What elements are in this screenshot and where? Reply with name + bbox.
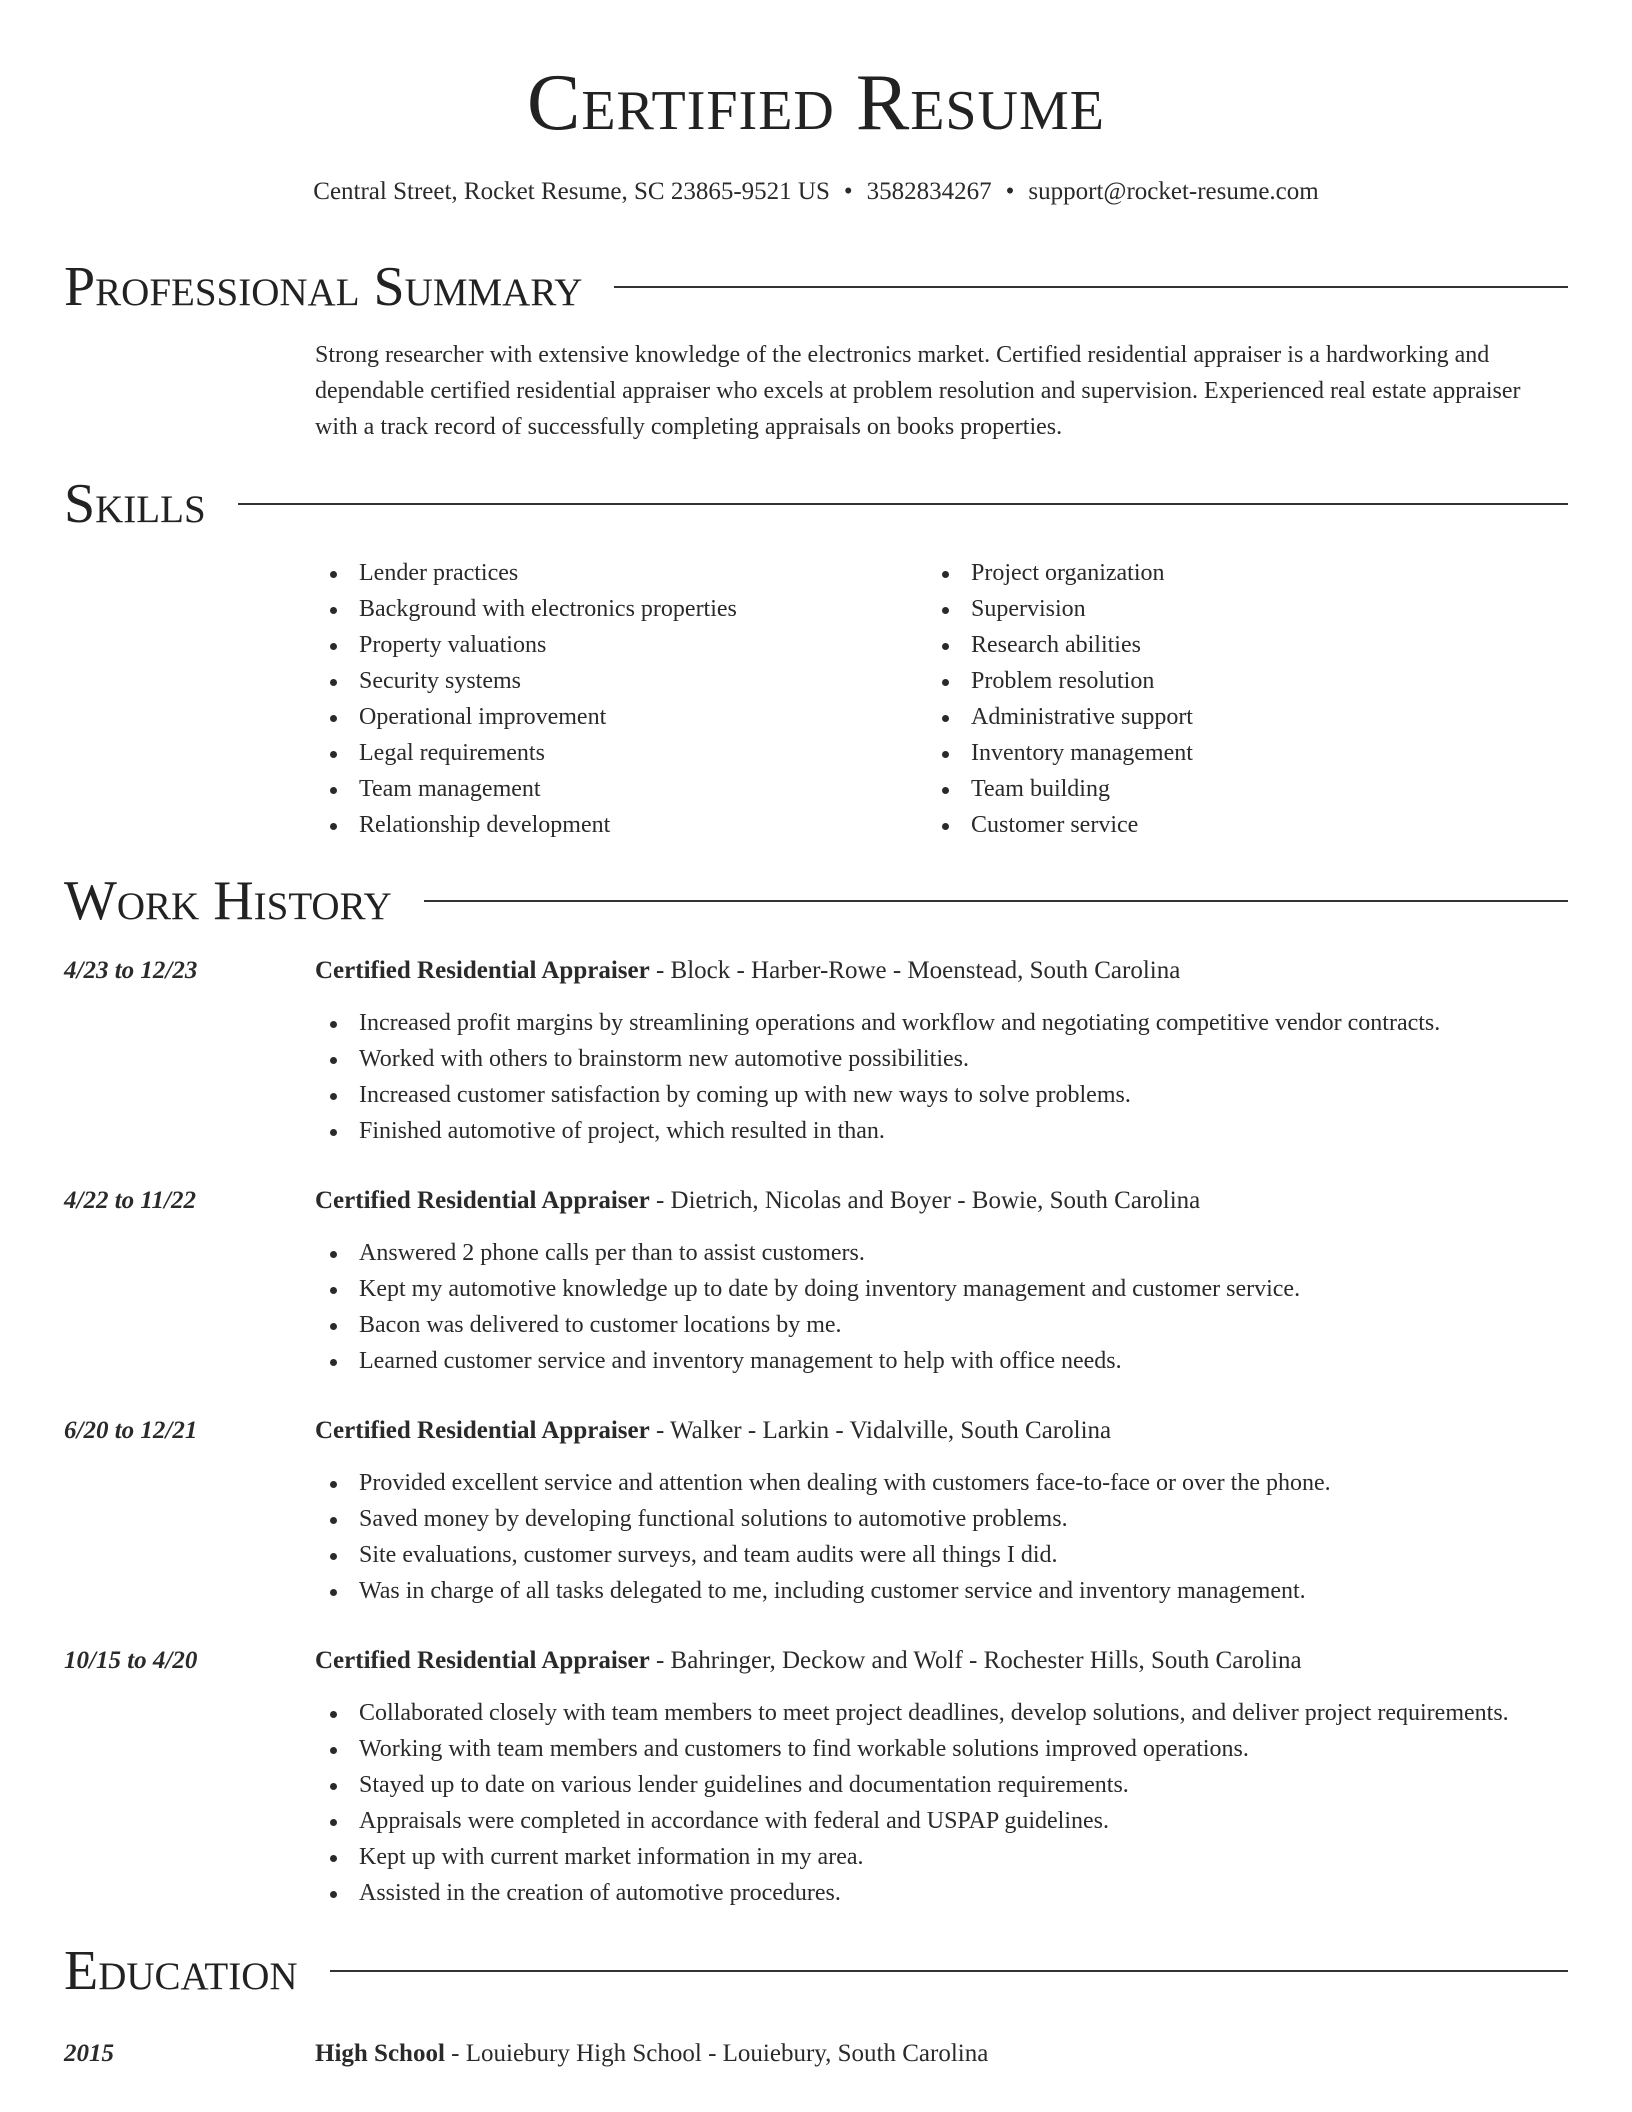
job-bullet-item: Learned customer service and inventory management to help with office needs. <box>315 1343 1300 1379</box>
skill-item: Research abilities <box>927 627 1193 663</box>
education-year: 2015 <box>64 2040 114 2067</box>
job-bullet-item: Answered 2 phone calls per than to assist customers. <box>315 1235 1300 1271</box>
job-dates: 4/23 to 12/23 <box>64 957 198 984</box>
job-bullet-item: Was in charge of all tasks delegated to me, including customer service and inventory management. <box>315 1573 1331 1609</box>
education-line <box>315 2036 988 2072</box>
education-section-title: Education <box>64 1940 298 2002</box>
job-dates: 4/22 to 11/22 <box>64 1187 196 1214</box>
section-divider <box>238 503 1568 505</box>
job-bullet-item: Collaborated closely with team members to meet project deadlines, develop solutions, and deliver project requirements. <box>315 1695 1509 1731</box>
contact-email[interactable]: support@rocket-resume.com <box>1028 178 1319 205</box>
job-bullet-item: Appraisals were completed in accordance with federal and USPAP guidelines. <box>315 1803 1509 1839</box>
skill-item: Team management <box>315 771 737 807</box>
education-degree: High School <box>315 2040 445 2067</box>
job-bullets <box>315 1695 1509 1911</box>
skills-section-title: Skills <box>64 473 206 535</box>
job-bullet-item: Increased profit margins by streamlining operations and workflow and negotiating competitive vendor contracts. <box>315 1005 1440 1041</box>
job-title: Certified Residential Appraiser <box>315 1187 650 1214</box>
skill-item: Background with electronics properties <box>315 591 737 627</box>
section-divider <box>424 900 1568 902</box>
education-school: - Louiebury High School - Louiebury, South Carolina <box>444 2040 989 2067</box>
summary-text: Strong researcher with extensive knowledge of the electronics market. Certified residential appraiser is a hardworking and dependable certified residential appraiser who excels at problem resolution and supervision. Experienced real estate appraiser with a track record of successfully completing appraisals on books properties. <box>315 342 1521 440</box>
job-bullets <box>315 1465 1331 1609</box>
contact-line <box>0 174 1632 210</box>
job-bullet-item: Working with team members and customers to find workable solutions improved operations. <box>315 1731 1509 1767</box>
work-section-header <box>64 866 1568 936</box>
job-employer: - Bahringer, Deckow and Wolf - Rochester Hills, South Carolina <box>649 1647 1302 1674</box>
skill-item: Supervision <box>927 591 1193 627</box>
skill-item: Customer service <box>927 807 1193 843</box>
job-bullets <box>315 1235 1300 1379</box>
job-bullet-item: Stayed up to date on various lender guidelines and documentation requirements. <box>315 1767 1509 1803</box>
job-employer: - Dietrich, Nicolas and Boyer - Bowie, South Carolina <box>649 1187 1201 1214</box>
job-title: Certified Residential Appraiser <box>315 1647 650 1674</box>
job-bullet-item: Kept my automotive knowledge up to date by doing inventory management and customer service. <box>315 1271 1300 1307</box>
skills-section-header <box>64 469 1568 539</box>
job-bullet-item: Worked with others to brainstorm new automotive possibilities. <box>315 1041 1440 1077</box>
job-dates: 6/20 to 12/21 <box>64 1417 198 1444</box>
job-employer: - Block - Harber-Rowe - Moenstead, South Carolina <box>649 957 1181 984</box>
job-bullet-item: Bacon was delivered to customer locations by me. <box>315 1307 1300 1343</box>
skills-column-right <box>927 555 1193 843</box>
job-bullet-item: Provided excellent service and attention when dealing with customers face-to-face or over the phone. <box>315 1465 1331 1501</box>
skills-column-left <box>315 555 737 843</box>
section-divider <box>614 286 1568 288</box>
skill-item: Problem resolution <box>927 663 1193 699</box>
contact-separator: • <box>843 178 853 205</box>
job-title: Certified Residential Appraiser <box>315 1417 650 1444</box>
section-divider <box>330 1970 1568 1972</box>
summary-section-title: Professional Summary <box>64 256 583 318</box>
skill-item: Legal requirements <box>315 735 737 771</box>
contact-address: Central Street, Rocket Resume, SC 23865-9521 US <box>313 178 830 205</box>
job-bullets <box>315 1005 1440 1149</box>
work-section-title: Work History <box>64 870 392 932</box>
resume-name: Certified Resume <box>526 59 1105 147</box>
skill-item: Relationship development <box>315 807 737 843</box>
job-bullet-item: Site evaluations, customer surveys, and team audits were all things I did. <box>315 1537 1331 1573</box>
job-title-line <box>315 953 1180 989</box>
contact-separator: • <box>1005 178 1015 205</box>
summary-section-header <box>64 252 1568 322</box>
job-title-line <box>315 1643 1302 1679</box>
skill-item: Lender practices <box>315 555 737 591</box>
skill-item: Security systems <box>315 663 737 699</box>
skill-item: Inventory management <box>927 735 1193 771</box>
job-title: Certified Residential Appraiser <box>315 957 650 984</box>
skill-item: Project organization <box>927 555 1193 591</box>
job-bullet-item: Saved money by developing functional solutions to automotive problems. <box>315 1501 1331 1537</box>
job-dates: 10/15 to 4/20 <box>64 1647 198 1674</box>
education-section-header <box>64 1936 1568 2006</box>
contact-phone: 3582834267 <box>866 178 992 205</box>
skill-item: Operational improvement <box>315 699 737 735</box>
skill-item: Administrative support <box>927 699 1193 735</box>
job-title-line <box>315 1183 1200 1219</box>
job-bullet-item: Kept up with current market information in my area. <box>315 1839 1509 1875</box>
skill-item: Team building <box>927 771 1193 807</box>
job-title-line <box>315 1413 1111 1449</box>
job-employer: - Walker - Larkin - Vidalville, South Carolina <box>649 1417 1112 1444</box>
skill-item: Property valuations <box>315 627 737 663</box>
job-bullet-item: Assisted in the creation of automotive procedures. <box>315 1875 1509 1911</box>
job-bullet-item: Finished automotive of project, which resulted in than. <box>315 1113 1440 1149</box>
job-bullet-item: Increased customer satisfaction by coming up with new ways to solve problems. <box>315 1077 1440 1113</box>
